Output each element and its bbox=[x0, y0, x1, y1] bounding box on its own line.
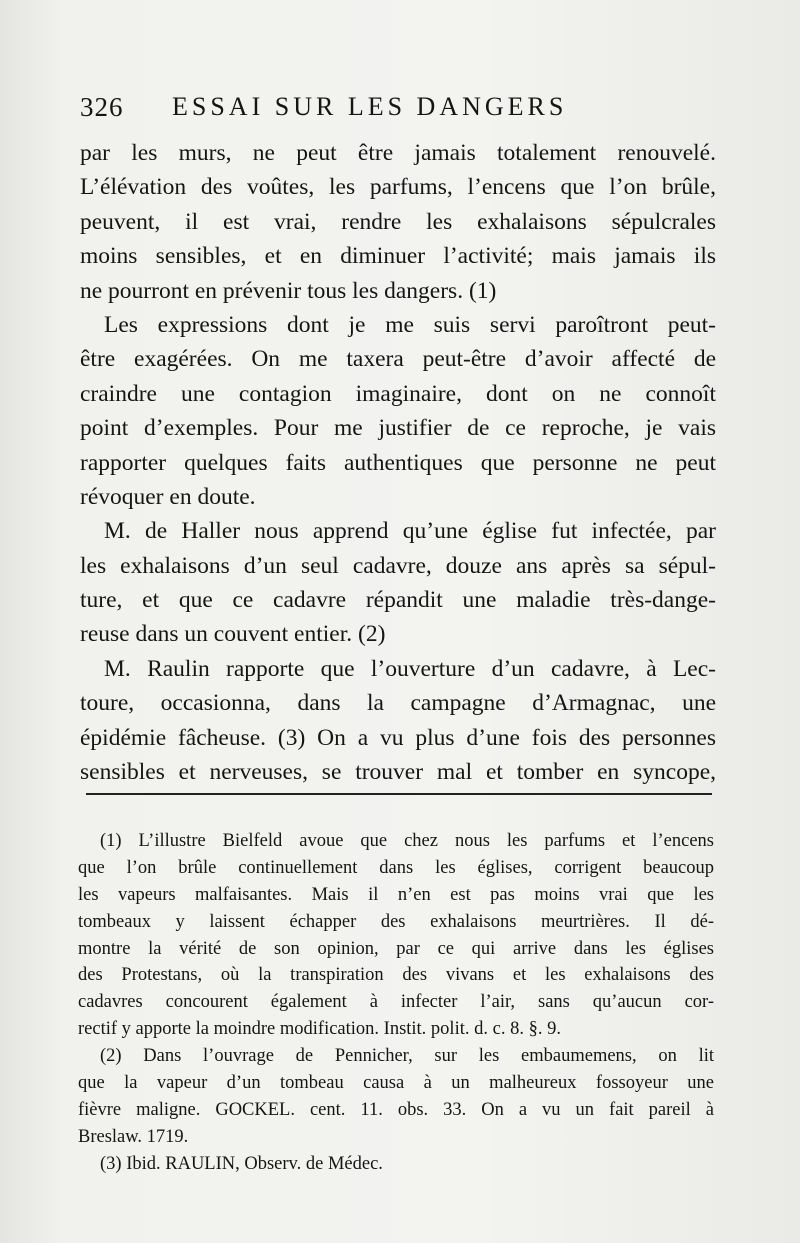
footnote-line: tombeaux y laissent échapper des exhalaisons meurtrières. Il dé- bbox=[78, 911, 714, 932]
running-title: ESSAI SUR LES DANGERS bbox=[172, 92, 568, 121]
text-line: épidémie fâcheuse. (3) On a vu plus d’une fois des personnes bbox=[80, 724, 716, 751]
text-line: reuse dans un couvent entier. (2) bbox=[80, 621, 386, 648]
footnote-line: montre la vérité de son opinion, par ce qui arrive dans les églises bbox=[78, 938, 714, 959]
page-header bbox=[80, 92, 720, 132]
text-line: révoquer en doute. bbox=[80, 483, 256, 510]
text-line: L’élévation des voûtes, les parfums, l’encens que l’on brûle, bbox=[80, 174, 716, 201]
footnote-line: (1) L’illustre Bielfeld avoue que chez nous les parfums et l’encens bbox=[100, 831, 714, 851]
text-line: ture, et que ce cadavre répandit une maladie très-dange- bbox=[80, 587, 716, 614]
footnote-line: que l’on brûle continuellement dans les églises, corrigent beaucoup bbox=[78, 857, 714, 878]
footnote-line: (3) Ibid. RAULIN, Observ. de Médec. bbox=[100, 1153, 383, 1174]
footnote-line: (2) Dans l’ouvrage de Pennicher, sur les embaumemens, on lit bbox=[100, 1046, 714, 1067]
text-line: toure, occasionna, dans la campagne d’Armagnac, une bbox=[80, 690, 716, 717]
text-line: sensibles et nerveuses, se trouver mal et tomber en syncope, bbox=[80, 759, 716, 786]
footnote-line: fièvre maligne. GOCKEL. cent. 11. obs. 33. On a vu un fait pareil à bbox=[78, 1099, 714, 1120]
text-line: craindre une contagion imaginaire, dont on ne connoît bbox=[80, 380, 716, 407]
main-text bbox=[80, 136, 716, 789]
text-line: être exagérées. On me taxera peut-être d’avoir affecté de bbox=[80, 346, 716, 373]
page-number: 326 bbox=[80, 92, 124, 122]
text-line: point d’exemples. Pour me justifier de ce reproche, je vais bbox=[80, 415, 716, 442]
text-line: peuvent, il est vrai, rendre les exhalaisons sépulcrales bbox=[80, 208, 716, 235]
footnote-line: rectif y apporte la moindre modification. Instit. polit. d. c. 8. §. 9. bbox=[78, 1019, 561, 1040]
text-line: M. Raulin rapporte que l’ouverture d’un cadavre, à Lec- bbox=[104, 655, 716, 682]
footnote-line: les vapeurs malfaisantes. Mais il n’en est pas moins vrai que les bbox=[78, 884, 714, 905]
text-line: moins sensibles, et en diminuer l’activité; mais jamais ils bbox=[80, 243, 716, 270]
footnote-line: Breslaw. 1719. bbox=[78, 1126, 189, 1147]
text-line: ne pourront en prévenir tous les dangers. (1) bbox=[80, 277, 497, 304]
text-line: rapporter quelques faits authentiques que personne ne peut bbox=[80, 449, 716, 476]
footnote-line: des Protestans, où la transpiration des vivans et les exhalaisons des bbox=[78, 965, 714, 986]
footnote-line: cadavres concourent également à infecter l’air, sans qu’aucun cor- bbox=[78, 992, 714, 1013]
footnotes bbox=[78, 828, 714, 1178]
text-line: les exhalaisons d’un seul cadavre, douze ans après sa sépul- bbox=[80, 552, 716, 579]
text-line: M. de Haller nous apprend qu’une église fut infectée, par bbox=[104, 518, 716, 545]
footnote-line: que la vapeur d’un tombeau causa à un malheureux fossoyeur une bbox=[78, 1073, 714, 1094]
footnote-divider bbox=[86, 793, 712, 795]
text-line: par les murs, ne peut être jamais totalement renouvelé. bbox=[80, 140, 716, 166]
text-line: Les expressions dont je me suis servi paroîtront peut- bbox=[104, 311, 716, 338]
